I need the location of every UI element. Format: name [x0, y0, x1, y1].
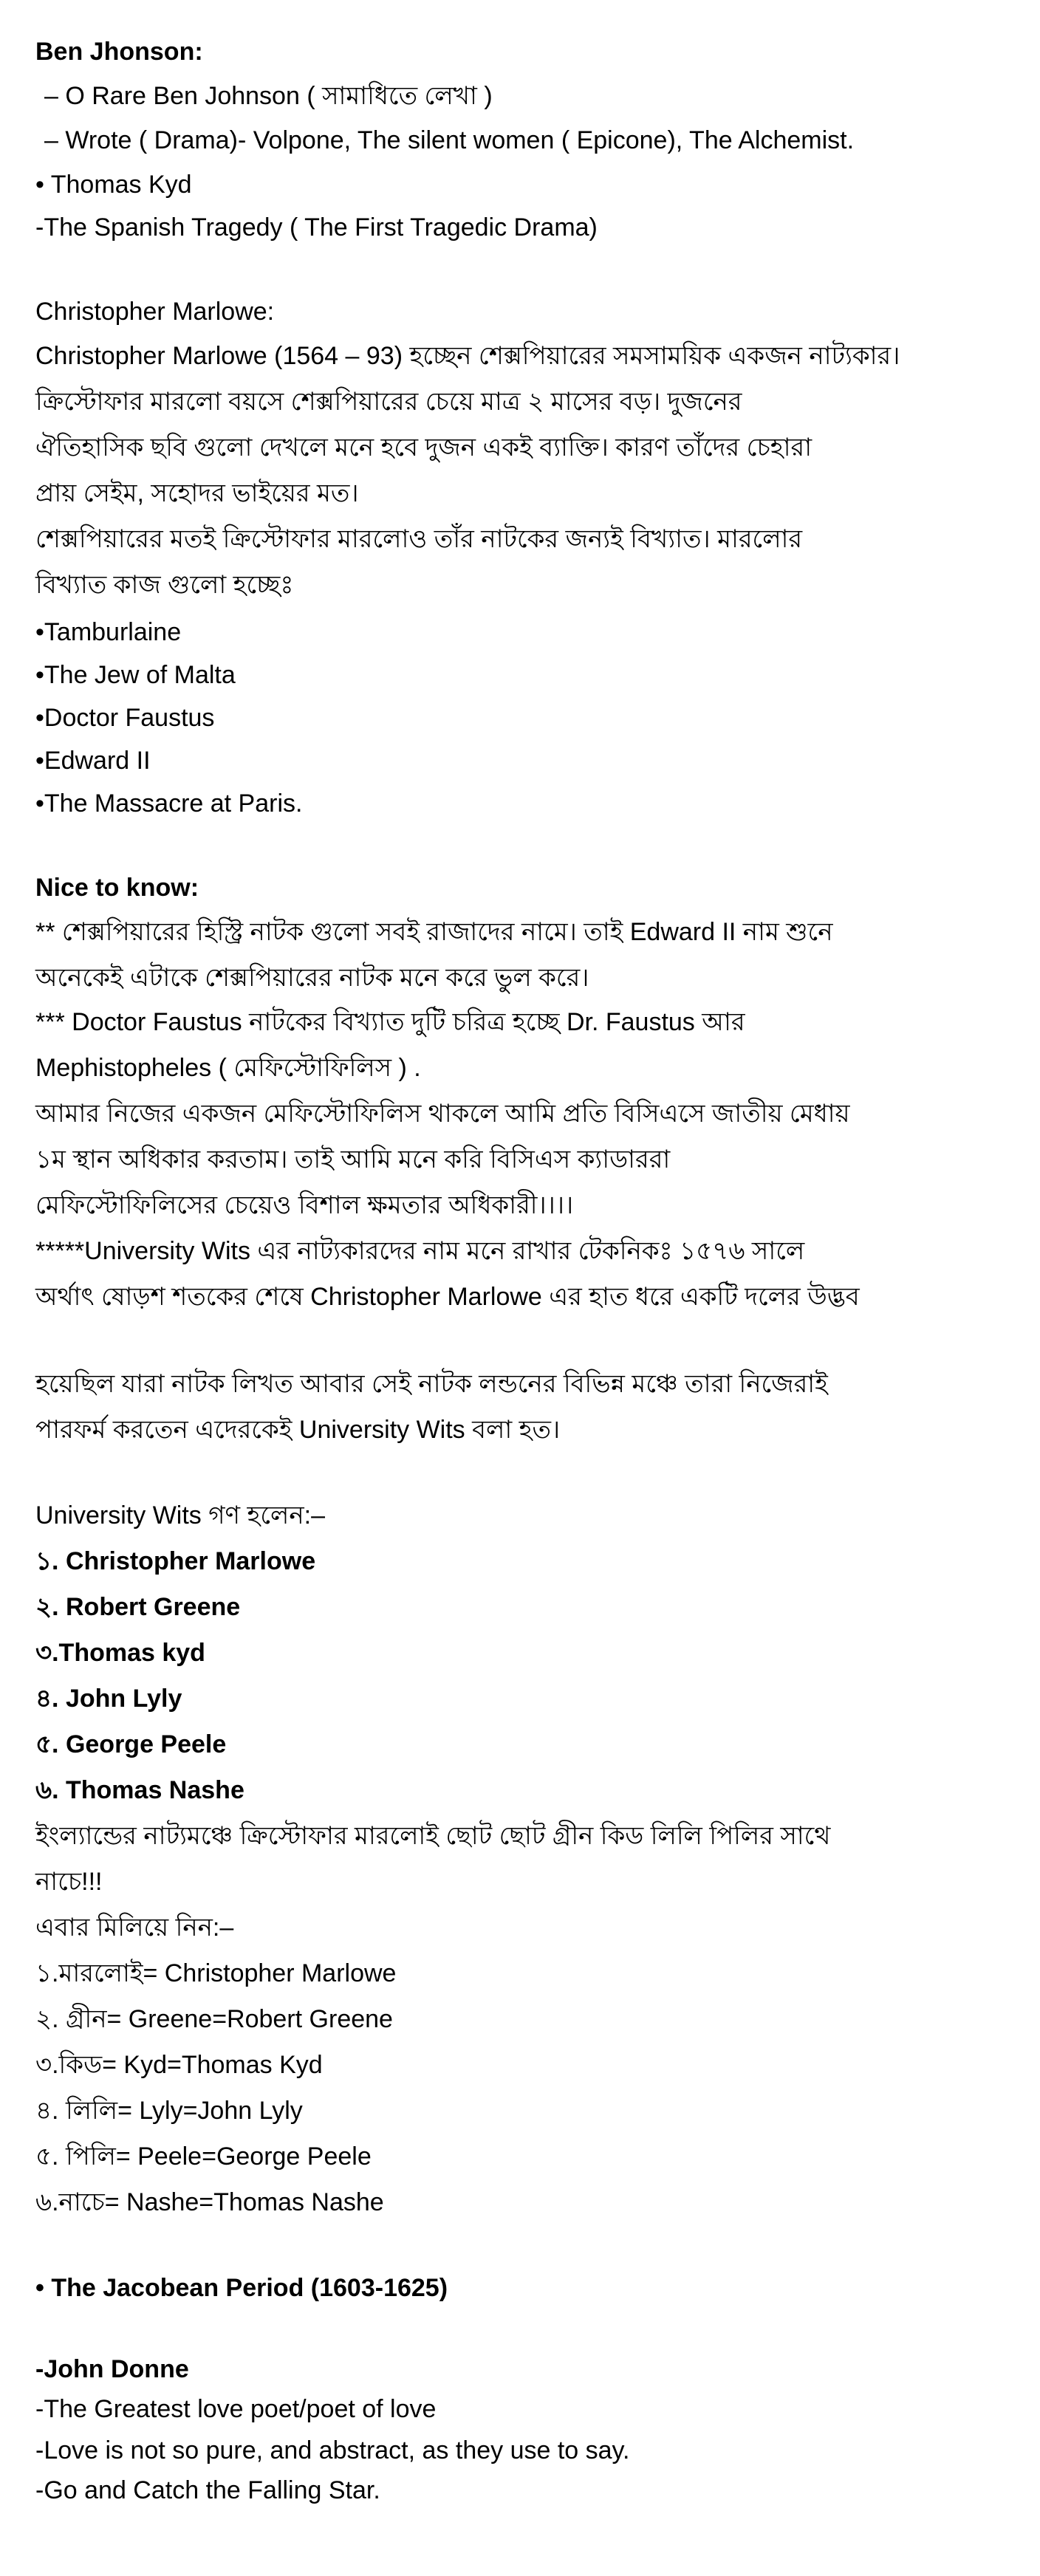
ben-jonson-line-2: – Wrote ( Drama)- Volpone, The silent women ( Epicone), The Alchemist.: [44, 126, 855, 154]
wits-member: ২. Robert Greene: [35, 1593, 241, 1621]
nice-to-know-line: *****University Wits এর নাট্যকারদের নাম মনে রাখার টেকনিকঃ ১৫৭৬ সালে: [35, 1237, 805, 1265]
marlowe-work-item: •Edward II: [35, 747, 151, 775]
wits-member: ১. Christopher Marlowe: [35, 1547, 316, 1575]
donne-line: -The Greatest love poet/poet of love: [35, 2395, 437, 2423]
wits-match-item: ৪. লিলি= Lyly=John Lyly: [35, 2097, 303, 2125]
marlowe-work-item: •The Jew of Malta: [35, 661, 236, 689]
nice-to-know-line: ** শেক্সপিয়ারের হিস্ট্রি নাটক গুলো সবই রাজাদের নামে। তাই Edward II নাম শুনে: [35, 918, 833, 946]
wits-member: ৬. Thomas Nashe: [35, 1776, 244, 1804]
marlowe-work-item: •The Massacre at Paris.: [35, 789, 303, 818]
wits-member: ৫. George Peele: [35, 1730, 227, 1758]
nice-to-know-line: অর্থাৎ ষোড়শ শতকের শেষে Christopher Marlowe এর হাত ধরে একটি দলের উদ্ভব: [35, 1283, 860, 1311]
ben-jonson-line-1: – O Rare Ben Johnson ( সামাধিতে লেখা ): [44, 82, 493, 110]
nice-to-know-line: পারফর্ম করতেন এদেরকেই University Wits বলা হত।: [35, 1416, 561, 1444]
nice-to-know-line: ১ম স্থান অধিকার করতাম। তাই আমি মনে করি বিসিএস ক্যাডাররা: [35, 1145, 671, 1174]
heading-marlowe: Christopher Marlowe:: [35, 298, 275, 326]
marlowe-paragraph-line: শেক্সপিয়ারের মতই ক্রিস্টোফার মারলোও তাঁর নাটকের জন্যই বিখ্যাত। মারলোর: [35, 525, 803, 553]
nice-to-know-line: Mephistopheles ( মেফিস্টোফিলিস ) .: [35, 1054, 421, 1082]
marlowe-paragraph-line: ক্রিস্টোফার মারলো বয়সে শেক্সপিয়ারের চেয়ে মাত্র ২ মাসের বড়। দুজনের: [35, 388, 742, 416]
heading-nice-to-know: Nice to know:: [35, 874, 199, 902]
wits-mnemonic-line: নাচে!!!: [35, 1868, 103, 1896]
heading-jacobean-period: • The Jacobean Period (1603-1625): [35, 2274, 448, 2302]
wits-match-item: ৫. পিলি= Peele=George Peele: [35, 2142, 372, 2171]
wits-member: ৩.Thomas kyd: [35, 1639, 205, 1667]
wits-match-item: ১.মারলোই= Christopher Marlowe: [35, 1959, 397, 1987]
marlowe-work-item: •Doctor Faustus: [35, 704, 215, 732]
wits-match-heading: এবার মিলিয়ে নিন:–: [35, 1914, 234, 1942]
ben-jonson-line-3: • Thomas Kyd: [35, 171, 192, 199]
donne-line: -Go and Catch the Falling Star.: [35, 2476, 380, 2504]
ben-jonson-line-4: -The Spanish Tragedy ( The First Tragedic Drama): [35, 213, 598, 242]
nice-to-know-line: অনেকেই এটাকে শেক্সপিয়ারের নাটক মনে করে ভুল করে।: [35, 964, 589, 992]
marlowe-paragraph-line: বিখ্যাত কাজ গুলো হচ্ছেঃ: [35, 571, 294, 599]
wits-member: ৪. John Lyly: [35, 1685, 182, 1713]
heading-university-wits: University Wits গণ হলেন:–: [35, 1501, 326, 1530]
wits-match-item: ৬.নাচে= Nashe=Thomas Nashe: [35, 2188, 384, 2216]
nice-to-know-line: হয়েছিল যারা নাটক লিখত আবার সেই নাটক লন্ডনের বিভিন্ন মঞ্চে তারা নিজেরাই: [35, 1370, 828, 1398]
marlowe-paragraph-line: প্রায় সেইম, সহোদর ভাইয়ের মত।: [35, 479, 359, 507]
donne-line: -Love is not so pure, and abstract, as they use to say.: [35, 2436, 630, 2464]
wits-match-item: ৩.কিড= Kyd=Thomas Kyd: [35, 2051, 323, 2079]
marlowe-paragraph-line: ঐতিহাসিক ছবি গুলো দেখলে মনে হবে দুজন একই ব্যাক্তি। কারণ তাঁদের চেহারা: [35, 434, 812, 462]
marlowe-work-item: •Tamburlaine: [35, 618, 182, 646]
nice-to-know-line: আমার নিজের একজন মেফিস্টোফিলিস থাকলে আমি প্রতি বিসিএসে জাতীয় মেধায়: [35, 1100, 850, 1128]
wits-match-item: ২. গ্রীন= Greene=Robert Greene: [35, 2005, 393, 2033]
heading-ben-jonson: Ben Jhonson:: [35, 38, 203, 66]
marlowe-paragraph-line: Christopher Marlowe (1564 – 93) হচ্ছেন শেক্সপিয়ারের সমসাময়িক একজন নাট্যকার।: [35, 342, 900, 370]
nice-to-know-line: *** Doctor Faustus নাটকের বিখ্যাত দুটি চরিত্র হচ্ছে Dr. Faustus আর: [35, 1008, 745, 1036]
heading-john-donne: -John Donne: [35, 2355, 189, 2383]
wits-mnemonic-line: ইংল্যান্ডের নাট্যমঞ্চে ক্রিস্টোফার মারলোই ছোট ছোট গ্রীন কিড লিলি পিলির সাথে: [35, 1822, 831, 1850]
nice-to-know-line: মেফিস্টোফিলিসের চেয়েও বিশাল ক্ষমতার অধিকারী।।।।: [35, 1191, 574, 1219]
